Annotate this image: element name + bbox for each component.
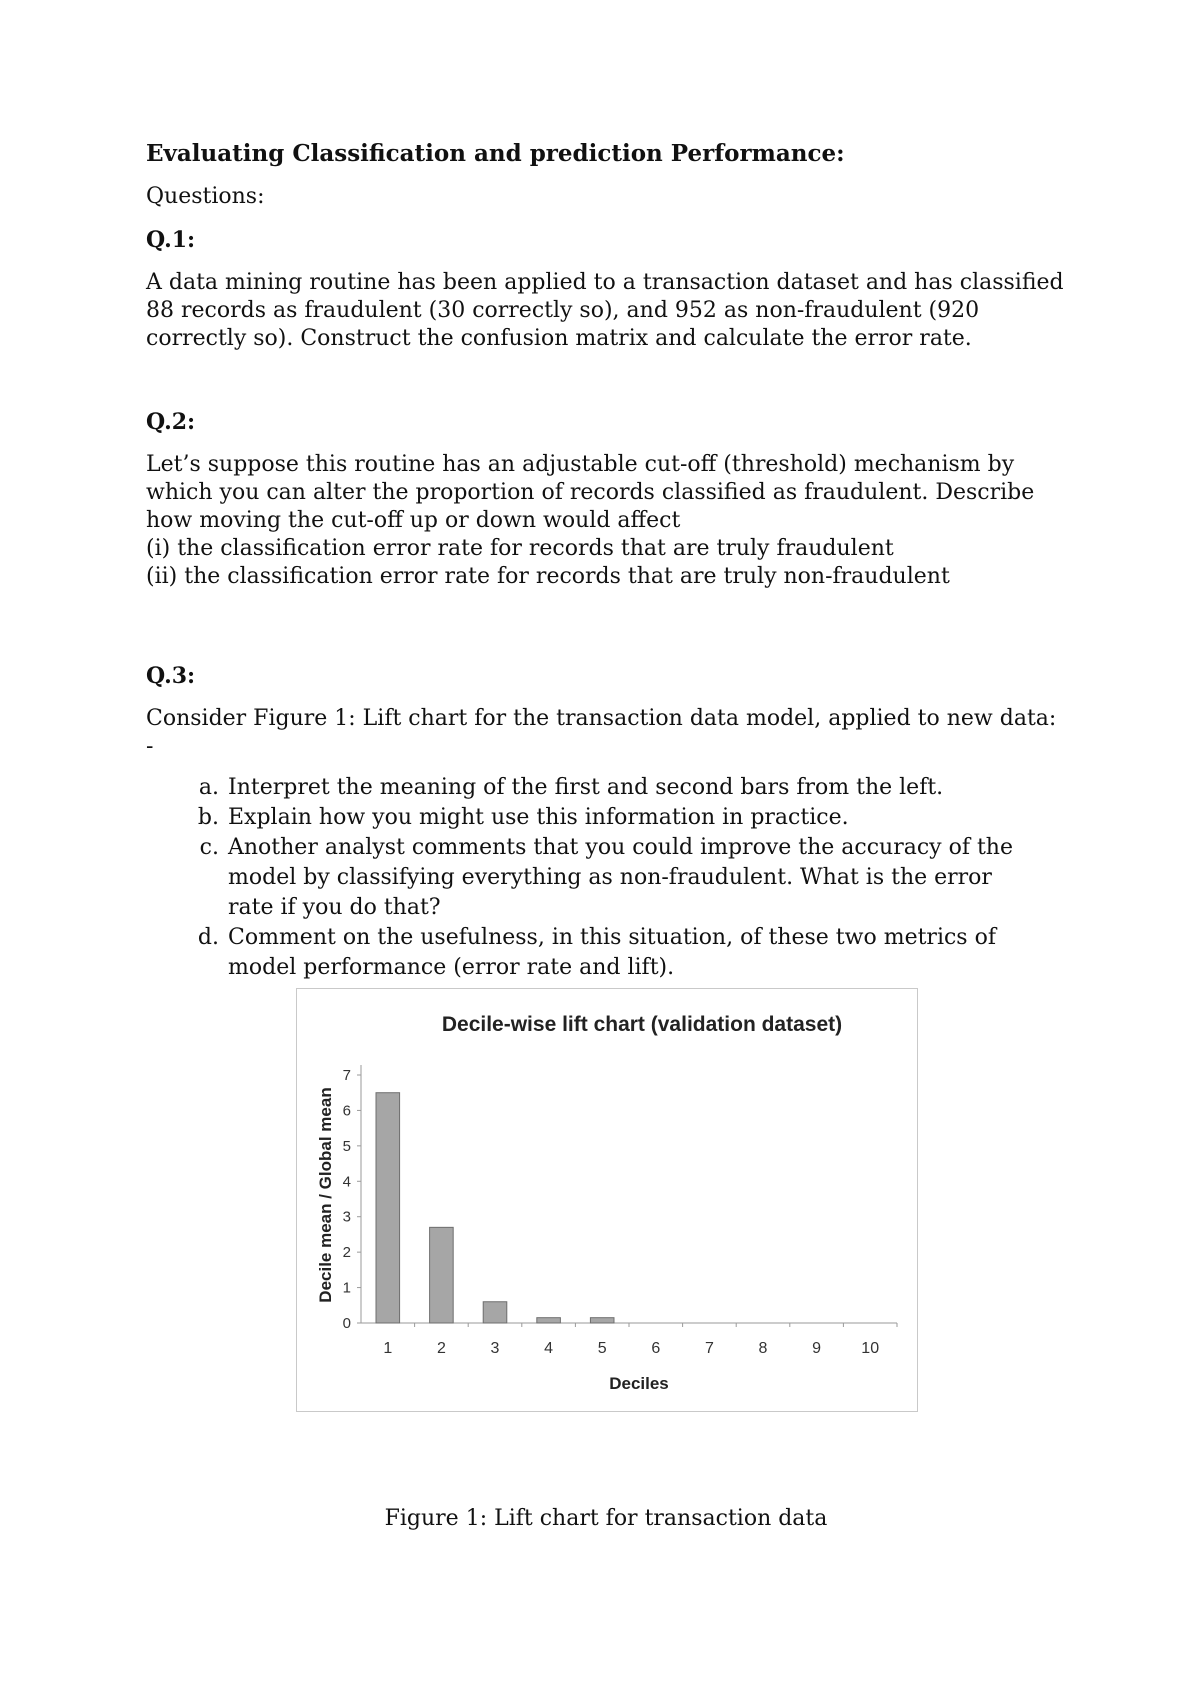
q1-heading: Q.1: — [146, 227, 196, 253]
document-page — [146, 140, 1066, 983]
list-item — [146, 773, 1066, 803]
list-marker: d. — [197, 925, 219, 950]
x-tick-label: 7 — [704, 1340, 714, 1357]
bar-decile-1 — [376, 1093, 400, 1323]
list-text: Comment on the usefulness, in this situation, of these two metrics of model performance (error rate and lift). — [228, 925, 996, 980]
q3-heading: Q.3: — [146, 663, 196, 689]
x-tick-label: 10 — [861, 1340, 880, 1357]
x-tick-label: 6 — [651, 1340, 661, 1357]
q2-item-i: (i) the classification error rate for records that are truly fraudulent — [146, 536, 894, 561]
y-tick-label: 2 — [342, 1244, 351, 1262]
x-tick-label: 3 — [490, 1340, 500, 1357]
chart-x-axis-label: Deciles — [609, 1374, 669, 1393]
lift-chart — [297, 989, 917, 1411]
y-tick-label: 6 — [342, 1102, 351, 1120]
list-marker: a. — [198, 775, 219, 800]
list-text: Interpret the meaning of the first and second bars from the left. — [228, 775, 944, 800]
x-tick-label: 8 — [758, 1340, 768, 1357]
y-tick-label: 7 — [342, 1067, 351, 1084]
list-text: Explain how you might use this information in practice. — [228, 805, 849, 830]
figure-caption: Figure 1: Lift chart for transaction data — [384, 1506, 828, 1531]
q3-item-list — [146, 773, 1066, 983]
chart-y-axis-label: Decile mean / Global mean — [316, 1087, 335, 1303]
list-item — [146, 923, 1066, 983]
x-tick-label: 2 — [436, 1340, 446, 1357]
q2-heading: Q.2: — [146, 409, 196, 435]
x-tick-label: 5 — [597, 1340, 607, 1357]
questions-label: Questions: — [146, 184, 265, 209]
list-text: Another analyst comments that you could improve the accuracy of the model by classifying everything as non-fraudulent. What is the error rate if you do that? — [228, 835, 1013, 920]
x-tick-label: 9 — [812, 1340, 822, 1357]
q2-item-ii: (ii) the classification error rate for records that are truly non-fraudulent — [146, 564, 950, 589]
y-tick-label: 0 — [342, 1315, 351, 1332]
y-tick-label: 4 — [342, 1173, 351, 1191]
bar-decile-3 — [483, 1302, 507, 1323]
q1-text: A data mining routine has been applied to a transaction dataset and has classified 88 records as fraudulent (30 correctly so), and 952 as non-fraudulent (920 correctly so). Construct the confusion matrix and calculate the error rate. — [146, 270, 1064, 351]
document-title: Evaluating Classification and prediction Performance: — [146, 140, 845, 167]
bar-decile-5 — [590, 1318, 614, 1323]
y-tick-label: 1 — [342, 1279, 351, 1297]
list-marker: c. — [199, 835, 219, 860]
x-tick-label: 1 — [383, 1340, 393, 1357]
list-marker: b. — [197, 805, 219, 830]
list-item — [146, 833, 1066, 923]
bar-decile-4 — [537, 1318, 561, 1323]
q3-intro: Consider Figure 1: Lift chart for the transaction data model, applied to new data: - — [146, 706, 1057, 759]
q2-intro: Let’s suppose this routine has an adjustable cut-off (threshold) mechanism by which you can alter the proportion of records classified as fraudulent. Describe how moving the cut-off up or down would affect — [146, 452, 1035, 533]
list-item — [146, 803, 1066, 833]
y-tick-label: 3 — [342, 1208, 351, 1226]
chart-title: Decile-wise lift chart (validation dataset) — [441, 1013, 843, 1036]
lift-chart-figure — [296, 988, 918, 1412]
bar-decile-2 — [430, 1227, 454, 1323]
x-tick-label: 4 — [544, 1340, 554, 1357]
y-tick-label: 5 — [342, 1137, 351, 1155]
